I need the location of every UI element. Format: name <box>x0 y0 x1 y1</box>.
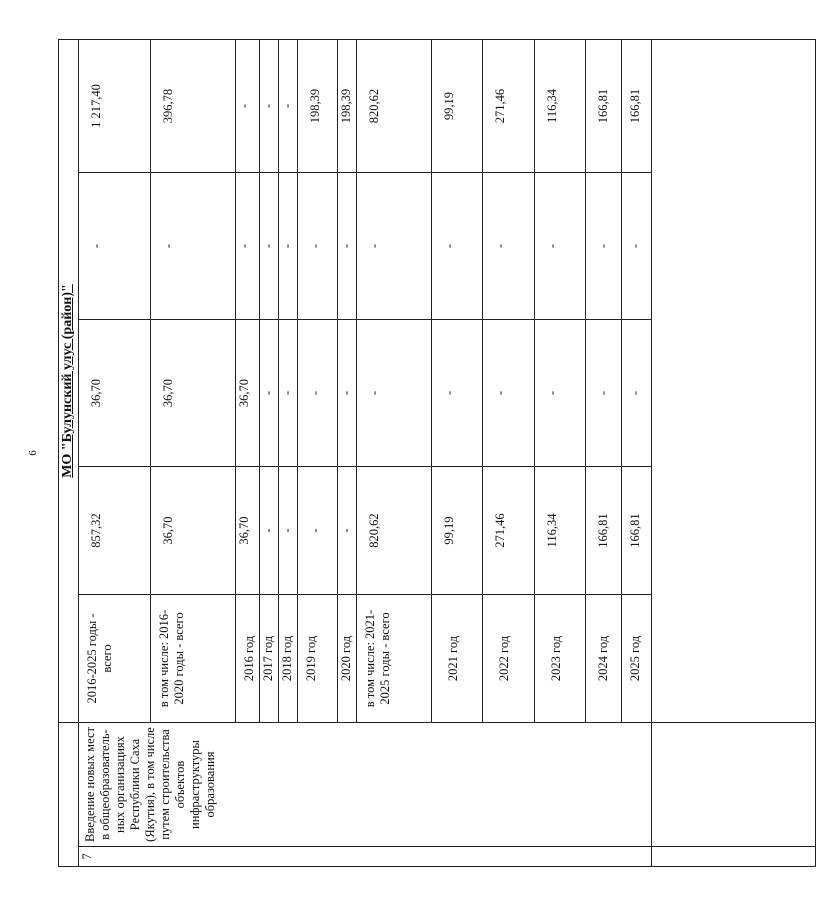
value-cell-c1: 271,46 <box>482 467 534 595</box>
period-cell: 2020 год <box>337 595 356 723</box>
value-cell-c3: - <box>150 173 235 320</box>
value-cell-c3: - <box>534 173 585 320</box>
value-cell-c2: - <box>482 320 534 467</box>
value-cell-c4: 198,39 <box>297 40 337 173</box>
value-cell-c3: - <box>278 173 297 320</box>
value-cell-c4: 166,81 <box>585 40 621 173</box>
blank-row <box>651 40 815 867</box>
value-cell-c3: - <box>259 173 278 320</box>
value-cell-c2: 36,70 <box>78 320 150 467</box>
value-cell-c1: 99,19 <box>431 467 482 595</box>
value-cell-c2: - <box>356 320 431 467</box>
value-cell-c1: - <box>297 467 337 595</box>
period-cell: 2018 год <box>278 595 297 723</box>
value-cell-c3: - <box>482 173 534 320</box>
value-cell-c2: - <box>621 320 651 467</box>
row-number: 7 <box>78 847 651 867</box>
value-cell-c2: 36,70 <box>150 320 235 467</box>
value-cell-c2: - <box>431 320 482 467</box>
period-cell: 2016 год <box>235 595 259 723</box>
period-cell: 2019 год <box>297 595 337 723</box>
value-cell-c1: 166,81 <box>585 467 621 595</box>
document-table <box>58 39 816 867</box>
value-cell-c1: - <box>259 467 278 595</box>
value-cell-c4: 166,81 <box>621 40 651 173</box>
value-cell-c4: 1 217,40 <box>78 40 150 173</box>
page-number: 6 <box>26 450 39 456</box>
value-cell-c2: 36,70 <box>235 320 259 467</box>
blank-cell <box>651 723 815 847</box>
value-cell-c1: 36,70 <box>235 467 259 595</box>
header-left-blank <box>59 723 79 867</box>
value-cell-c4: 396,78 <box>150 40 235 173</box>
value-cell-c4: - <box>235 40 259 173</box>
value-cell-c4: - <box>278 40 297 173</box>
value-cell-c3: - <box>78 173 150 320</box>
value-cell-c1: 36,70 <box>150 467 235 595</box>
value-cell-c2: - <box>278 320 297 467</box>
value-cell-c1: 166,81 <box>621 467 651 595</box>
value-cell-c2: - <box>337 320 356 467</box>
blank-cell <box>651 40 815 723</box>
value-cell-c1: 116,34 <box>534 467 585 595</box>
value-cell-c3: - <box>297 173 337 320</box>
blank-cell <box>651 847 815 867</box>
period-cell: 2017 год <box>259 595 278 723</box>
value-cell-c1: 857,32 <box>78 467 150 595</box>
value-cell-c4: - <box>259 40 278 173</box>
value-cell-c2: - <box>297 320 337 467</box>
value-cell-c4: 198,39 <box>337 40 356 173</box>
section-heading: МО "Булунский улус (район)" <box>59 40 79 723</box>
period-cell: 2023 год <box>534 595 585 723</box>
value-cell-c1: - <box>337 467 356 595</box>
value-cell-c3: - <box>585 173 621 320</box>
value-cell-c2: - <box>585 320 621 467</box>
value-cell-c1: - <box>278 467 297 595</box>
value-cell-c3: - <box>356 173 431 320</box>
value-cell-c3: - <box>621 173 651 320</box>
value-cell-c2: - <box>259 320 278 467</box>
document-table-wrapper <box>58 40 642 867</box>
activity-description: Введение новых мест в общеобразователь-ных организациях Республики Саха (Якутия), в том числе путем строительства объектов инфраструктуры образования <box>78 723 651 847</box>
value-cell-c2: - <box>534 320 585 467</box>
period-cell: в том числе: 2016-2020 годы - всего <box>150 595 235 723</box>
value-cell-c3: - <box>431 173 482 320</box>
value-cell-c3: - <box>235 173 259 320</box>
value-cell-c4: 820,62 <box>356 40 431 173</box>
header-row <box>59 40 79 867</box>
period-cell: 2016-2025 годы - всего <box>78 595 150 723</box>
value-cell-c4: 99,19 <box>431 40 482 173</box>
value-cell-c3: - <box>337 173 356 320</box>
period-cell: 2024 год <box>585 595 621 723</box>
table-row <box>78 40 150 867</box>
period-cell: 2025 год <box>621 595 651 723</box>
period-cell: 2021 год <box>431 595 482 723</box>
period-cell: 2022 год <box>482 595 534 723</box>
value-cell-c4: 271,46 <box>482 40 534 173</box>
period-cell: в том числе: 2021-2025 годы - всего <box>356 595 431 723</box>
value-cell-c1: 820,62 <box>356 467 431 595</box>
value-cell-c4: 116,34 <box>534 40 585 173</box>
